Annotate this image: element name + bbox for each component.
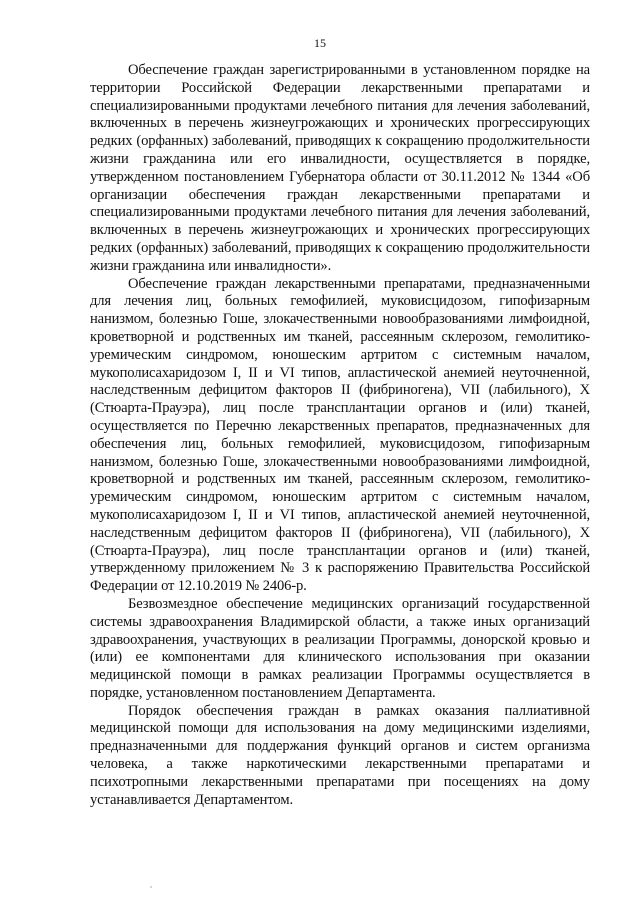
page-number: 15	[314, 36, 326, 50]
scan-speck	[150, 886, 152, 888]
paragraph-rare-disease-medication-list: Обеспечение граждан лекарственными препаратами, предназначенными для лечения лиц, больных гемофилией, муковисцидозом, гипофизарным нанизмом, болезнью Гоше, злокачественными новообразованиями лимфоидной, кроветворной и родственных им тканей, рассеянным склерозом, гемолитико-уремическим синдромом, юношеским артритом с системным началом, мукополисахаридозом I, II и VI типов, апластической анемией неуточненной, наследственным дефицитом факторов II (фибриногена), VII (лабильного), X (Стюарта-Прауэра), лиц после трансплантации органов и (или) тканей, осуществляется по Перечню лекарственных препаратов, предназначенных для обеспечения лиц, больных гемофилией, муковисцидозом, гипофизарным нанизмом, болезнью Гоше, злокачественными новообразованиями лимфоидной, кроветворной и родственных им тканей, рассеянным склерозом, гемолитико-уремическим синдромом, юношеским артритом с системным началом, мукополисахаридозом I, II и VI типов, апластической анемией неуточненной, наследственным дефицитом факторов II (фибриногена), VII (лабильного), X (Стюарта-Прауэра), лиц после трансплантации органов и (или) тканей, утвержденному приложением № 3 к распоряжению Правительства Российской Федерации от 12.10.2019 № 2406-р.	[90, 275, 590, 595]
paragraph-donor-blood-provision: Безвозмездное обеспечение медицинских организаций государственной системы здравоохранения Владимирской области, а также иных организаций здравоохранения, участвующих в реализации Программы, донорской кровью и (или) ее компонентами для клинического использования при оказании медицинской помощи в рамках реализации Программы осуществляется в порядке, установленном постановлением Департамента.	[90, 595, 590, 701]
paragraph-orphan-diseases-provision: Обеспечение граждан зарегистрированными в установленном порядке на территории Российской Федерации лекарственными препаратами и специализированными продуктами лечебного питания для лечения заболеваний, включенных в перечень жизнеугрожающих и хронических прогрессирующих редких (орфанных) заболеваний, приводящих к сокращению продолжительности жизни гражданина или его инвалидности, осуществляется в порядке, утвержденном постановлением Губернатора области от 30.11.2012 № 1344 «Об организации обеспечения граждан лекарственными препаратами и специализированными продуктами лечебного питания для лечения заболеваний, включенных в перечень жизнеугрожающих и хронических прогрессирующих редких (орфанных) заболеваний, приводящих к сокращению продолжительности жизни гражданина или инвалидности».	[90, 62, 590, 274]
paragraph-palliative-care-provision: Порядок обеспечения граждан в рамках оказания паллиативной медицинской помощи для использования на дому медицинскими изделиями, предназначенными для поддержания функций органов и систем организма человека, а также наркотическими лекарственными препаратами и психотропными лекарственными препаратами при посещениях на дому устанавливается Департаментом.	[90, 702, 590, 808]
document-body	[90, 62, 590, 809]
